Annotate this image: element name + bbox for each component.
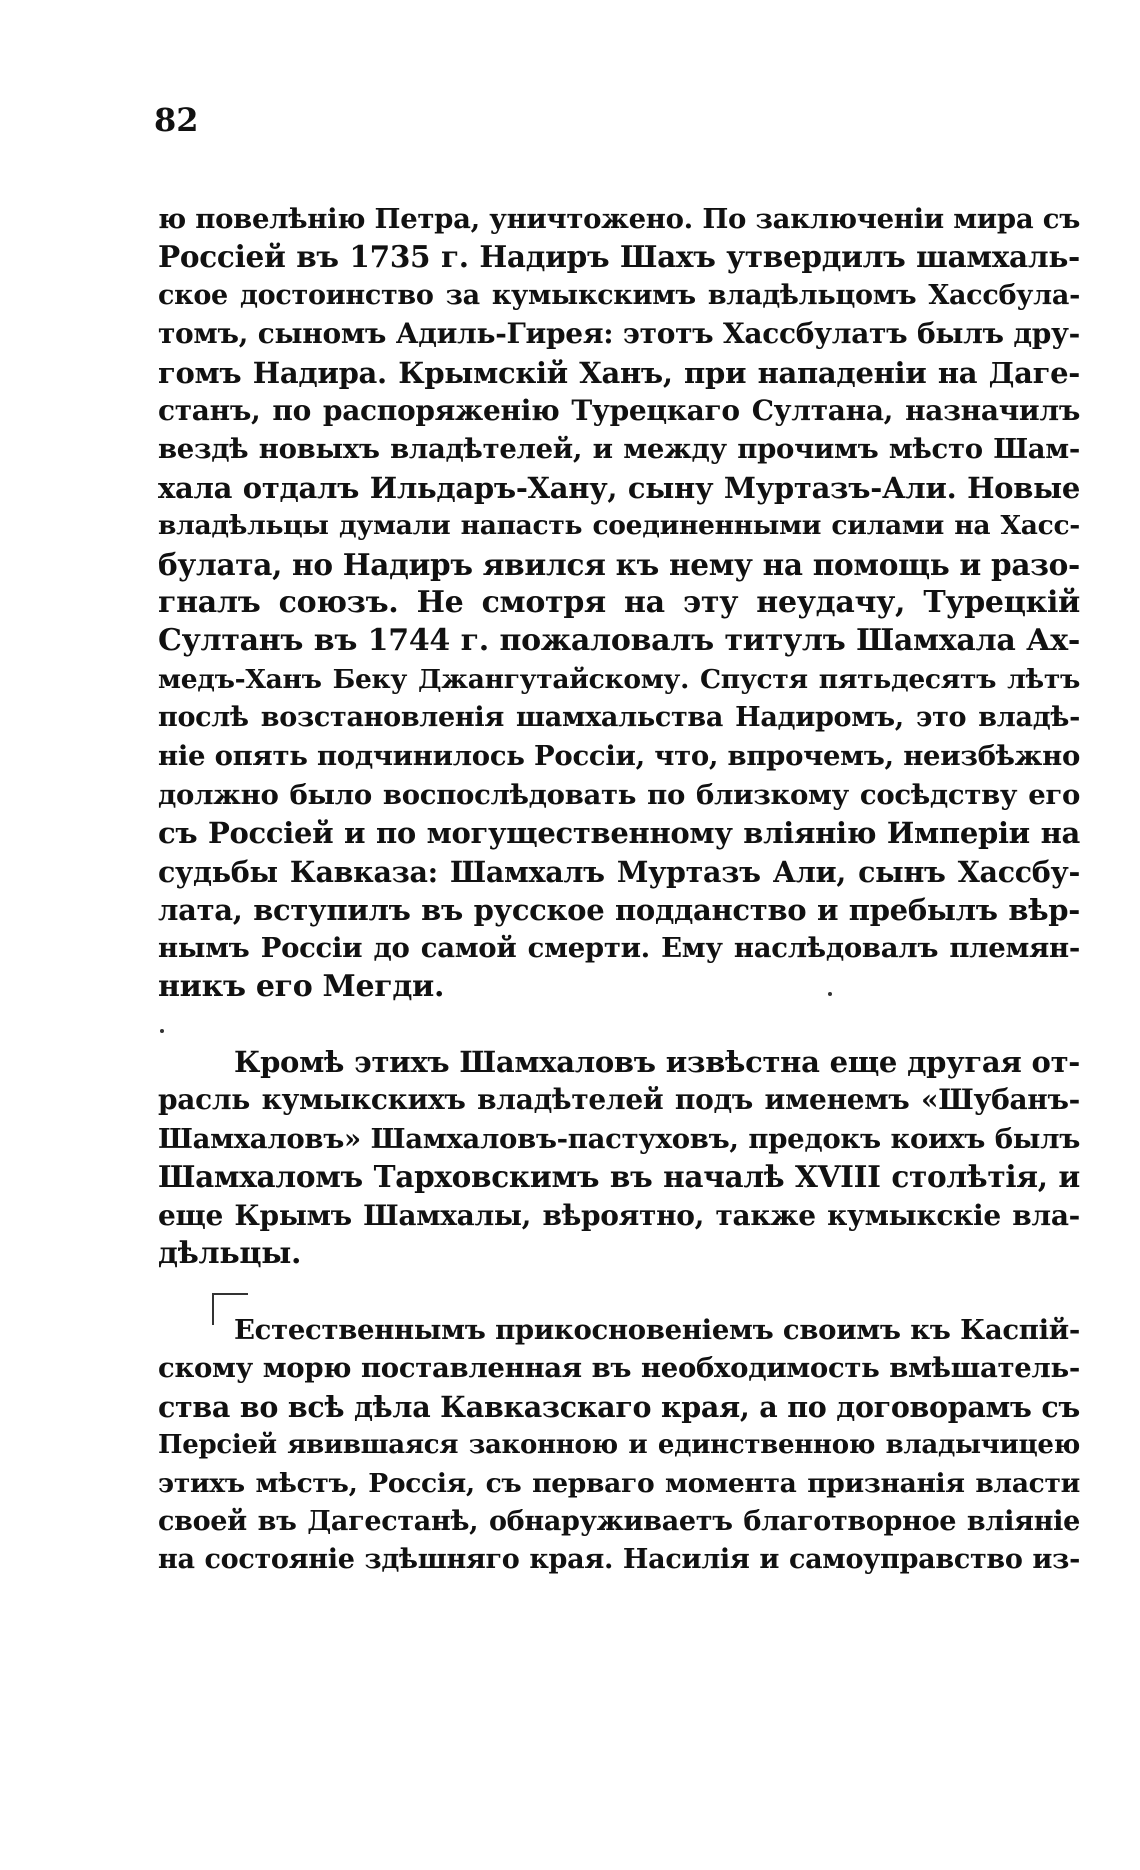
- text-line: своей въ Дагестанѣ, обнаруживаетъ благотворное вліяніе: [158, 1505, 1080, 1537]
- text-line: Шамхаловъ» Шамхаловъ-пастуховъ, предокъ коихъ былъ: [158, 1122, 1080, 1155]
- text-line: еще Крымъ Шамхалы, вѣроятно, также кумыкскіе вла-: [158, 1198, 1080, 1232]
- text-line: Султанъ въ 1744 г. пожаловалъ титулъ Шамхала Ах-: [158, 623, 1080, 659]
- text-line: Кромѣ этихъ Шамхаловъ извѣстна еще другая от-: [234, 1045, 1080, 1079]
- paragraph-2: [158, 1043, 1080, 1273]
- text-line: никъ его Мегди.: [158, 968, 445, 1004]
- text-line: владѣльцы думали напасть соединенными силами на Хасс-: [158, 510, 1080, 542]
- text-line: томъ, сыномъ Адиль-Гирея: этотъ Хассбулатъ былъ дру-: [158, 317, 1080, 351]
- text-line: Шамхаломъ Тарховскимъ въ началѣ XVIII столѣтія, и: [158, 1159, 1080, 1195]
- text-line: Персіей явившаяся законною и единственною владычицею: [158, 1430, 1080, 1461]
- text-line: станъ, по распоряженію Турецкаго Султана, назначилъ: [158, 393, 1080, 427]
- page-number: 82: [154, 101, 199, 139]
- text-line: ніе опять подчинилось Россіи, что, впрочемъ, неизбѣжно: [158, 740, 1080, 773]
- text-line: Естественнымъ прикосновеніемъ своимъ къ Каспій-: [234, 1314, 1080, 1346]
- paragraph-3: [158, 1311, 1080, 1580]
- text-line: ское достоинство за кумыкскимъ владѣльцомъ Хассбула-: [158, 279, 1080, 311]
- text-line: на состояніе здѣшняго края. Насилія и самоуправство из-: [158, 1544, 1080, 1576]
- text-line: ства во всѣ дѣла Кавказскаго края, а по договорамъ съ: [158, 1389, 1080, 1424]
- print-speck: [828, 992, 832, 996]
- text-line: съ Россіей и по могущественному вліянію Имперіи на: [158, 816, 1080, 851]
- paragraph-1: [158, 200, 1080, 1006]
- text-line: расль кумыкскихъ владѣтелей подъ именемъ «Шубанъ-: [158, 1083, 1080, 1117]
- text-line: Россіей въ 1735 г. Надиръ Шахъ утвердилъ шамхаль-: [158, 239, 1080, 275]
- text-line: дѣльцы.: [158, 1235, 302, 1271]
- text-line: лата, вступилъ въ русское подданство и пребылъ вѣр-: [158, 893, 1080, 928]
- text-line: этихъ мѣстъ, Россія, съ перваго момента признанія власти: [158, 1467, 1080, 1499]
- text-line: булата, но Надиръ явился къ нему на помощь и разо-: [158, 546, 1080, 582]
- text-line: ю повелѣнію Петра, уничтожено. По заключеніи мира съ: [158, 203, 1080, 235]
- text-line: медъ-Ханъ Беку Джангутайскому. Спустя пятьдесятъ лѣтъ: [158, 663, 1080, 695]
- text-line: вездѣ новыхъ владѣтелей, и между прочимъ мѣсто Шам-: [158, 433, 1080, 466]
- text-line: судьбы Кавказа: Шамхалъ Муртазъ Али, сынъ Хассбу-: [158, 854, 1080, 889]
- text-line: послѣ возстановленія шамхальства Надиромъ, это владѣ-: [158, 702, 1080, 734]
- print-speck: [160, 1029, 164, 1033]
- text-line: нымъ Россіи до самой смерти. Ему наслѣдовалъ племян-: [158, 932, 1080, 965]
- text-line: гналъ союзъ. Не смотря на эту неудачу, Турецкій: [158, 584, 1080, 620]
- text-line: скому морю поставленная въ необходимость вмѣшатель-: [158, 1352, 1080, 1385]
- text-line: должно было воспослѣдовать по близкому сосѣдству его: [158, 778, 1080, 811]
- text-line: гомъ Надира. Крымскій Ханъ, при нападеніи на Даге-: [158, 355, 1080, 390]
- text-line: хала отдалъ Ильдаръ-Хану, сыну Муртазъ-Али. Новые: [158, 470, 1080, 505]
